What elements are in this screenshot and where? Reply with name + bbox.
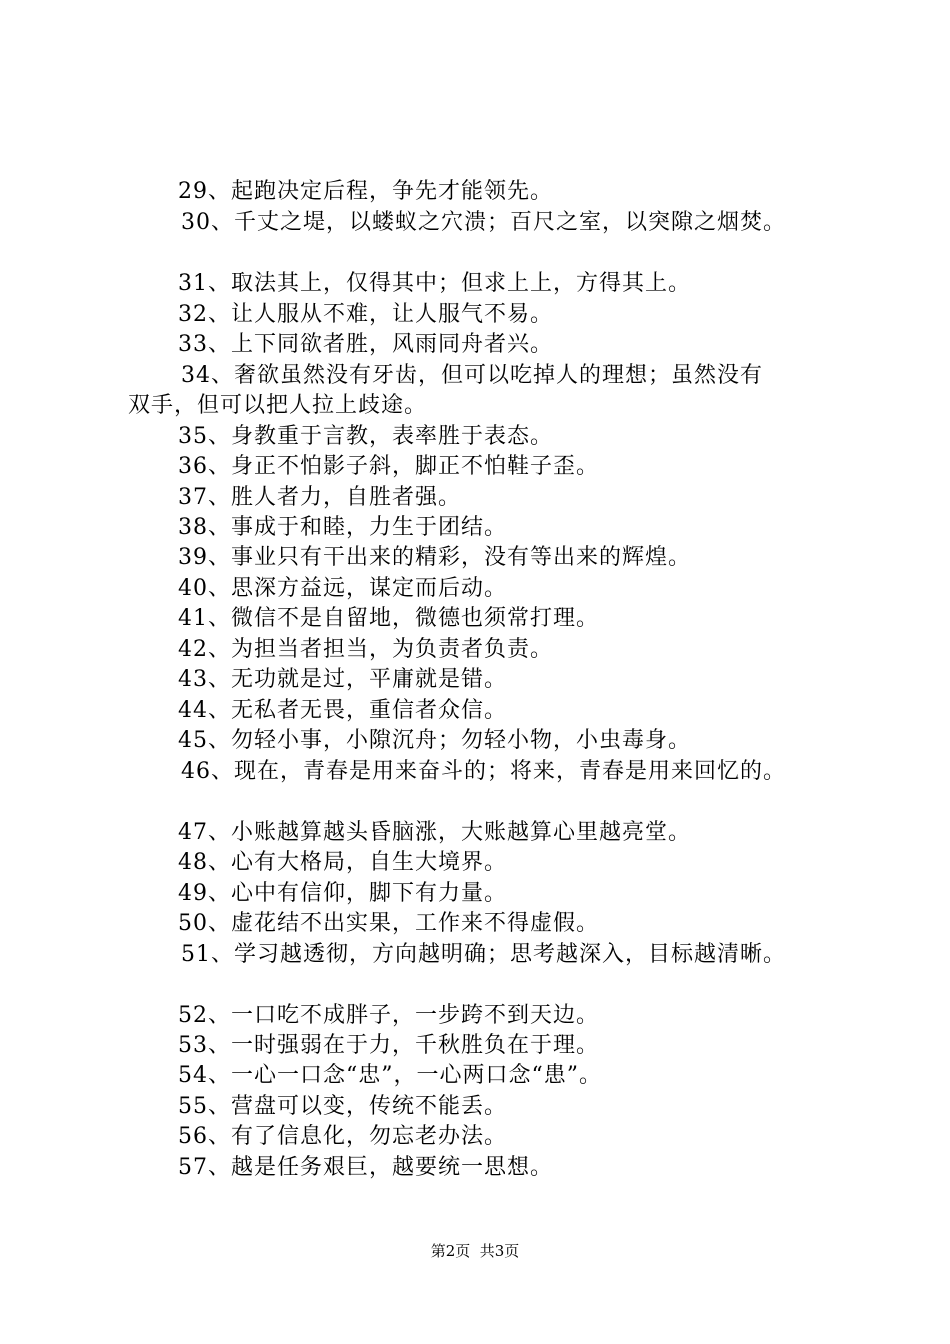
motto-line-29: 29、起跑决定后程，争先才能领先。 xyxy=(178,179,553,204)
motto-line-31: 31、取法其上，仅得其中；但求上上，方得其上。 xyxy=(178,271,691,296)
motto-line-35: 35、身教重于言教，表率胜于表态。 xyxy=(178,424,553,449)
motto-line-49: 49、心中有信仰，脚下有力量。 xyxy=(178,881,507,906)
motto-line-40: 40、思深方益远，谋定而后动。 xyxy=(178,576,507,601)
motto-line-39: 39、事业只有干出来的精彩，没有等出来的辉煌。 xyxy=(178,545,691,570)
motto-line-45: 45、勿轻小事，小隙沉舟；勿轻小物，小虫毒身。 xyxy=(178,728,691,753)
motto-line-48: 48、心有大格局，自生大境界。 xyxy=(178,850,507,875)
motto-line-42: 42、为担当者担当，为负责者负责。 xyxy=(178,637,553,662)
motto-line-50: 50、虚花结不出实果，工作来不得虚假。 xyxy=(178,911,599,936)
motto-line-33: 33、上下同欲者胜，风雨同舟者兴。 xyxy=(178,332,553,357)
motto-line-47: 47、小账越算越头昏脑涨，大账越算心里越亮堂。 xyxy=(178,820,691,845)
motto-line-57: 57、越是任务艰巨，越要统一思想。 xyxy=(178,1155,553,1180)
motto-line-55: 55、营盘可以变，传统不能丢。 xyxy=(178,1094,507,1119)
motto-line-52: 52、一口吃不成胖子，一步跨不到天边。 xyxy=(178,1003,599,1028)
motto-line-30: 30、千丈之堤，以蝼蚁之穴溃；百尺之室，以突隙之烟焚。 xyxy=(181,210,786,235)
motto-line-46: 46、现在，青春是用来奋斗的；将来，青春是用来回忆的。 xyxy=(181,759,786,784)
motto-line-44: 44、无私者无畏，重信者众信。 xyxy=(178,698,507,723)
motto-line-36: 36、身正不怕影子斜，脚正不怕鞋子歪。 xyxy=(178,454,599,479)
motto-line-53: 53、一时强弱在于力，千秋胜负在于理。 xyxy=(178,1033,599,1058)
motto-line-34: 34、奢欲虽然没有牙齿，但可以吃掉人的理想；虽然没有 xyxy=(181,363,763,388)
motto-line-51: 51、学习越透彻，方向越明确；思考越深入，目标越清晰。 xyxy=(181,942,786,967)
motto-line-43: 43、无功就是过，平庸就是错。 xyxy=(178,667,507,692)
motto-line-56: 56、有了信息化，勿忘老办法。 xyxy=(178,1124,507,1149)
motto-line-54: 54、一心一口念“忠”，一心两口念“患”。 xyxy=(178,1063,602,1088)
motto-line-37: 37、胜人者力，自胜者强。 xyxy=(178,485,461,510)
motto-line-38: 38、事成于和睦，力生于团结。 xyxy=(178,515,507,540)
motto-line-34-continued: 双手，但可以把人拉上歧途。 xyxy=(128,393,428,418)
motto-line-32: 32、让人服从不难，让人服气不易。 xyxy=(178,302,553,327)
motto-line-41: 41、微信不是自留地，微德也须常打理。 xyxy=(178,606,599,631)
page-number-footer: 第2页 共3页 xyxy=(430,1242,520,1260)
